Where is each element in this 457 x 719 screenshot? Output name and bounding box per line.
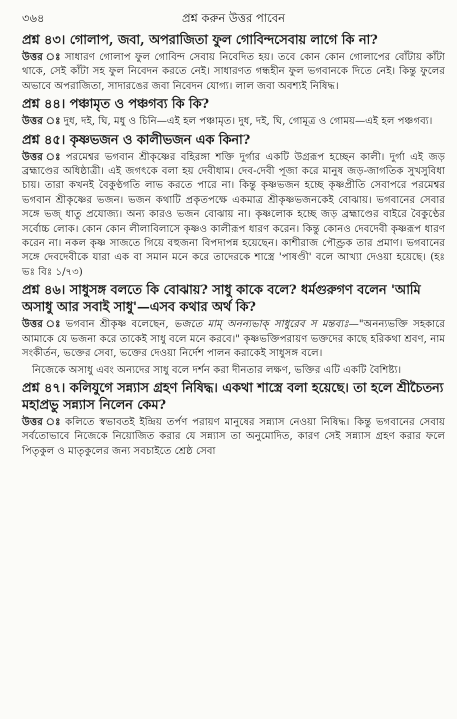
- question-heading: প্রশ্ন ৪৬। সাধুসঙ্গ বলতে কি বোঝায়? সাধু কাকে বলে? ধর্মগুরুগণ বলেন 'আমি অসাধু আর সবাই সাধু'—এসব কথার অর্থ কি?: [22, 283, 421, 316]
- running-title: প্রশ্ন করুন উত্তর পাবেন: [181, 11, 286, 25]
- answer-label: উত্তর ঃ: [22, 115, 61, 128]
- question-heading: প্রশ্ন ৪৪। পঞ্চামৃত ও পঞ্চগব্য কি কি?: [22, 97, 210, 113]
- qa-entry-47: [22, 380, 445, 459]
- qa-entry-43: [22, 32, 445, 94]
- answer-text: সাধারণ গোলাপ ফুল গোবিন্দ সেবায় নিবেদিত হয়। তবে কোন কোন গোলাপের বোঁটায় কাঁটা থাকে, সেই কাঁটা সহ ফুল নিবেদন করতে নেই। সাধারণত গন্ধহীন ফুল ভগবানকে দিতে নেই। কিন্তু ফুলের অভাবে অপরাজিতা, সাদারঙের জবা নিবেদন যোগ্য। লাল জবা অবশ্যই নিষিদ্ধ।: [22, 52, 445, 92]
- answer-paragraph: [22, 114, 445, 129]
- answer-text: কলিতে স্বভাবতই ইন্দ্রিয় তর্পণ পরায়ণ মানুষের সন্ন্যাস নেওয়া নিষিদ্ধ। কিন্তু ভগবানের সেবায় সর্বতোভাবে নিজেকে নিয়োজিত করার যে সন্ন্যাস তা অনুমোদিত, কারণ সেই সন্ন্যাস গ্রহণ করার ফলে পিতৃকুল ও মাতৃকুলের জন্য সবচাইতে শ্রেষ্ঠ সেবা: [22, 416, 445, 457]
- answer-label: উত্তর ঃ: [22, 318, 63, 331]
- page-number: ৩৬৪: [22, 11, 45, 25]
- answer-paragraph: [22, 415, 445, 459]
- answer-label: উত্তর ঃ: [22, 415, 63, 428]
- answer-label: উত্তর ঃ: [22, 150, 63, 163]
- question-heading: প্রশ্ন ৪৩। গোলাপ, জবা, অপরাজিতা ফুল গোবিন্দসেবায় লাগে কি না?: [22, 33, 378, 48]
- answer-paragraph: [22, 317, 445, 361]
- answer-paragraph-2: নিজেকে অসাধু এবং অন্যদের সাধু বলে দর্শন করা দীনতার লক্ষণ, ভক্তির এটি একটি বৈশিষ্ট্য।: [32, 364, 402, 376]
- qa-entry-44: [22, 96, 445, 129]
- answer-text: দুধ, দই, ঘি, মধু ও চিনি—এই হল পঞ্চামৃত। দুধ, দই, ঘি, গোমূত্র ও গোময়—এই হল পঞ্চগব্য।: [63, 116, 433, 128]
- page-header: [22, 0, 445, 30]
- answer-paragraph: [22, 150, 445, 281]
- question-heading: প্রশ্ন ৪৫। কৃষ্ণভজন ও কালীভজন এক কিনা?: [22, 132, 251, 148]
- qa-entry-46: [22, 282, 445, 378]
- answer-text: "অনন্যভক্তি সহকারে আমাকে যে ভজনা করে তাকেই সাধু বলে মনে করবে।" কৃষ্ণভক্তিপরায়ণ ভক্তদের কাছে হরিকথা শ্রবণ, নাম সংকীর্তন, ভক্তের সেবা, ভক্তের দেওয়া নির্দেশ পালন করাকেই সাধুসঙ্গ বলে।: [22, 319, 445, 360]
- scripture-quote: ভজতে মাম্ অনন্যভাক্ সাধুরেব স মন্তব্যঃ—: [173, 319, 359, 331]
- answer-text: পরমেশ্বর ভগবান শ্রীকৃষ্ণের বহিরঙ্গা শক্তি দুর্গার একটি উগ্ররূপ হচ্ছেন কালী। দুর্গা এই জড় ব্রহ্মাণ্ডের অধিষ্ঠাত্রী। এই জগৎকে বলা হয় দেবীধাম। দেব-দেবী পূজা করে মানুষ জড়-জাগতিক সুখসুবিধা চায়। তারা কখনই বৈকুণ্ঠগতি লাভ করতে পারে না। কিন্তু কৃষ্ণভজন হচ্ছে কৃষ্ণপ্রীতি সেবাপরে পরমেশ্বর ভগবান শ্রীকৃষ্ণের ভজন। ভজন কথাটি প্রকৃতপক্ষে একমাত্র শ্রীকৃষ্ণভজনকেই বোঝায়। ভগবানের সেবার সঙ্গে ভজ্ ধাতু প্রযোজ্য। অন্য কারও ভজন বোঝায় না। কৃষ্ণলোক হচ্ছে জড় ব্রহ্মাণ্ডের বাইরে বৈকুণ্ঠের সর্বোচ্চ লোক। কোন কোন লীলাবিলাসে কৃষ্ণও কালীরূপ ধারণ করেন। কিন্তু কোনও দেবদেবী কৃষ্ণরূপ ধারণ করেন না। নকল কৃষ্ণ সাজতে গিয়ে বহুজনা বিপদাপন্ন হয়েছেন। কাশীরাজ পৌণ্ড্রক তার প্রমাণ। ভগবানের সঙ্গে দেবদেবীকে যারা এক বা সমান মনে করে তাদেরকে শাস্ত্রে 'পাষণ্ডী' বলে আখ্যা দেওয়া হয়েছে। (হঃ ভঃ বিঃ ১/৭৩): [22, 151, 445, 278]
- qa-entry-45: [22, 132, 445, 281]
- question-heading: প্রশ্ন ৪৭। কলিযুগে সন্ন্যাস গ্রহণ নিষিদ্ধ। একথা শাস্ত্রে বলা হয়েছে। তা হলে শ্রীচৈতন্য মহাপ্রভু সন্ন্যাস নিলেন কেম?: [22, 380, 444, 413]
- answer-intro: ভগবান শ্রীকৃষ্ণ বলেছেন,: [65, 319, 169, 331]
- answer-paragraph: [22, 50, 445, 94]
- answer-label: উত্তর ঃ: [22, 51, 62, 63]
